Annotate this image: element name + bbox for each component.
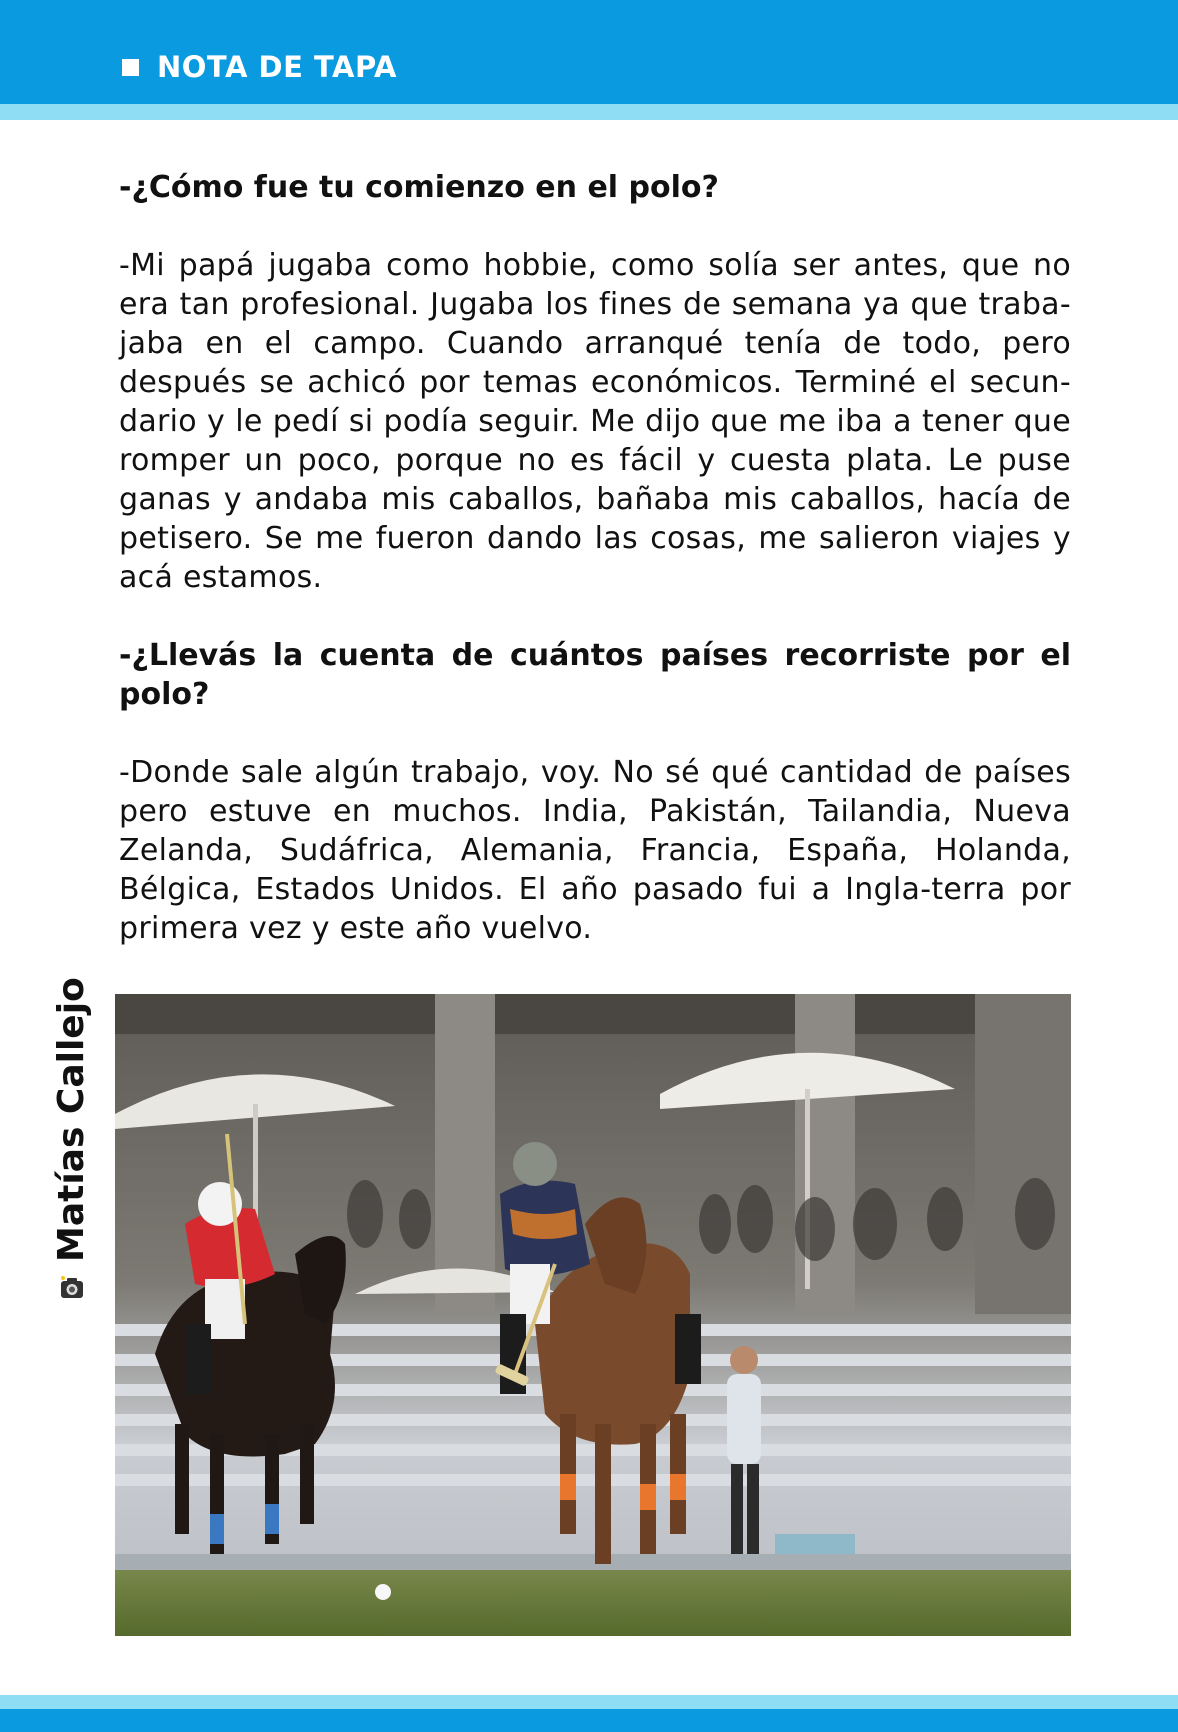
section-label-text: NOTA DE TAPA <box>157 50 397 84</box>
photo-credit <box>48 977 94 1312</box>
header-stripe <box>0 104 1178 120</box>
section-label <box>122 50 397 84</box>
question-1: -¿Cómo fue tu comienzo en el polo? <box>119 170 719 205</box>
square-bullet-icon <box>122 59 139 76</box>
article-body <box>119 168 1071 948</box>
polo-photo <box>115 994 1071 1636</box>
photo-credit-text: Matías Callejo <box>51 977 92 1262</box>
camera-icon <box>58 1274 86 1302</box>
answer-1: -Mi papá jugaba como hobbie, como solía ser antes, que no era tan profesional. Jugaba los fines de semana ya que traba-jaba en el campo. Cuando arranqué tenía de todo, pero después se achicó por temas económicos. Terminé el secun-dario y le pedí si podía seguir. Me dijo que me iba a tener que romper un poco, porque no es fácil y cuesta plata. Le puse ganas y andaba mis caballos, bañaba mis caballos, hacía de petisero. Se me fueron dando las cosas, me salieron viajes y acá estamos. <box>119 248 1071 595</box>
answer-2: -Donde sale algún trabajo, voy. No sé qué cantidad de países pero estuve en muchos. India, Pakistán, Tailandia, Nueva Zelanda, Sudáfrica, Alemania, Francia, España, Holanda, Bélgica, Estados Unidos. El año pasado fui a Ingla-terra por primera vez y este año vuelvo. <box>119 755 1071 946</box>
footer-bar <box>0 1709 1178 1732</box>
footer-stripe <box>0 1695 1178 1709</box>
question-2: -¿Llevás la cuenta de cuántos países recorriste por el polo? <box>119 638 1071 712</box>
